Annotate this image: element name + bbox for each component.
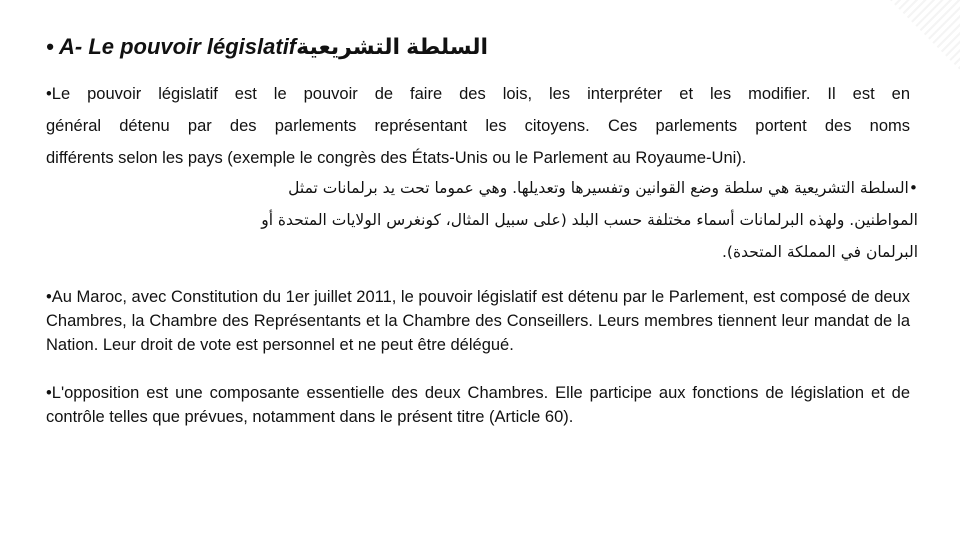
title-latin: A- Le pouvoir législatif [59,34,297,59]
paragraph-arabic [46,172,918,268]
paragraph-morocco: •Au Maroc, avec Constitution du 1er juillet 2011, le pouvoir législatif est détenu par le Parlement, est composé de deux Chambres, la Chambre des Représentants et la Chambre des Conseillers. Leurs membres tiennent leur mandat de la Nation. Leur droit de vote est personnel et ne peut être délégué. [46,288,910,354]
paragraph-line: général détenu par des parlements représentant les citoyens. Ces parlements portent des noms [46,117,910,135]
arabic-line: •السلطة التشريعية هي سلطة وضع القوانين وتفسيرها وتعديلها. وهي عموما تحت يد برلمانات تمثل [288,179,918,197]
arabic-line: البرلمان في المملكة المتحدة). [721,243,918,261]
paragraph-line: •Le pouvoir législatif est le pouvoir de faire des lois, les interpréter et les modifier. Il est en [46,85,910,103]
title-bullet: • [46,34,54,59]
slide-title [46,34,926,60]
title-arabic: السلطة التشريعية [296,34,489,59]
arabic-line: المواطنين. ولهذه البرلمانات أسماء مختلفة حسب البلد (على سبيل المثال، كونغرس الولايات المتحدة أو [261,211,918,229]
paragraph-line: différents selon les pays (exemple le congrès des États-Unis ou le Parlement au Royaume-Uni). [46,149,747,167]
paragraph-opposition: •L'opposition est une composante essentielle des deux Chambres. Elle participe aux fonctions de législation et de contrôle telles que prévues, notamment dans le présent titre (Article 60). [46,384,910,426]
paragraph-definition [46,78,910,174]
